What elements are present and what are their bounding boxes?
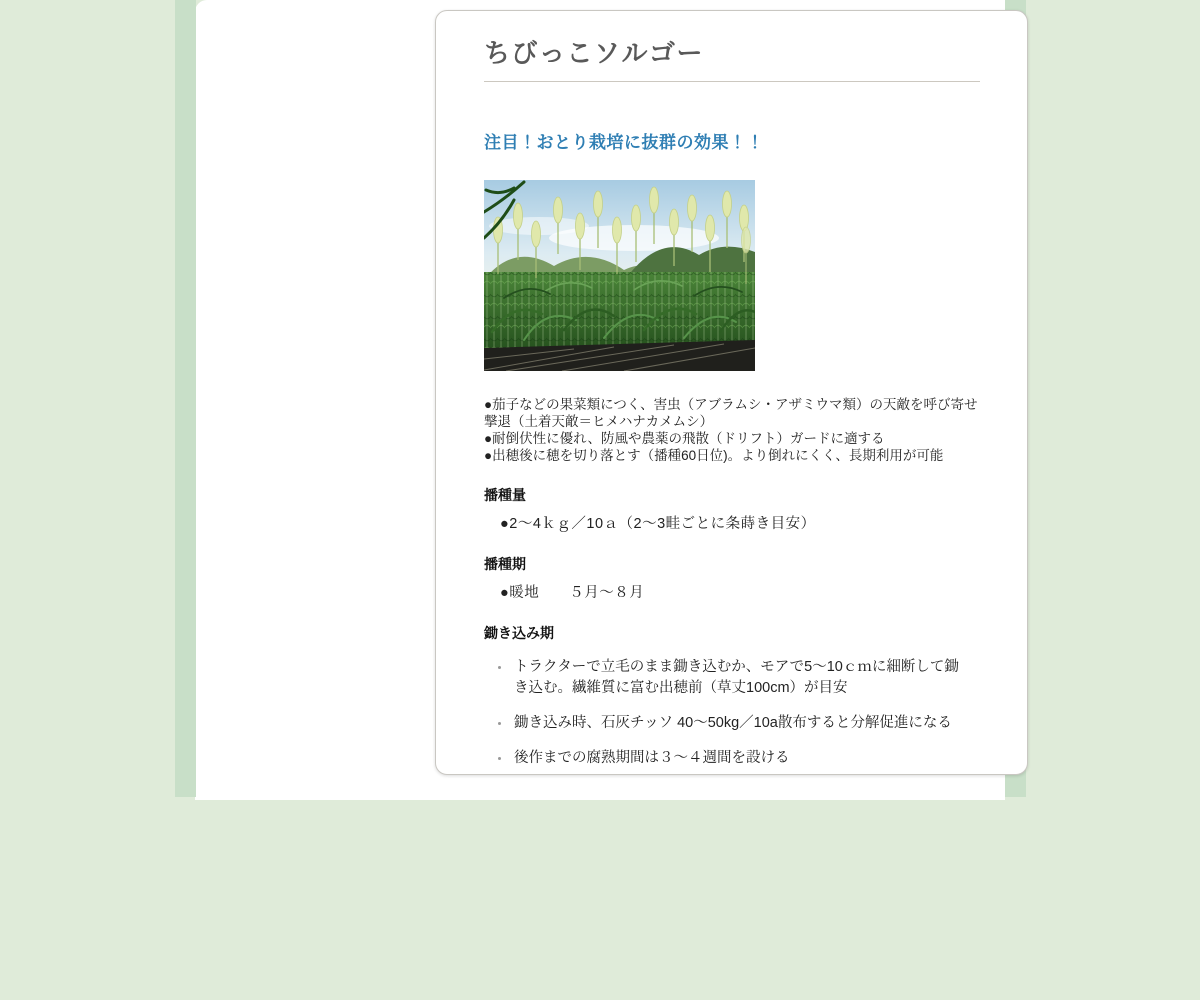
intro-bullet-paragraph: [484, 396, 981, 464]
section-heading-plow-in-period: 鋤き込み期: [484, 624, 554, 641]
page-title: ちびっこソルゴー: [484, 39, 980, 82]
intro-bullet-line: ●出穂後に穂を切り落とす（播種60日位)。より倒れにくく、長期利用が可能: [484, 447, 944, 463]
seeding-rate-value: ●2〜4ｋｇ／10ａ（2〜3畦ごとに条蒔き目安）: [500, 515, 816, 532]
seeding-period-value: ●暖地 ５月〜８月: [500, 584, 645, 601]
left-gutter-strip: [175, 0, 196, 797]
intro-bullet-line: ●茄子などの果菜類につく、害虫（アブラムシ・アザミウマ類）の天敵を呼び寄せ撃退（土着天敵＝ヒメハナカメムシ）: [484, 396, 978, 429]
list-item: • 後作までの腐熟期間は３〜４週間を設ける: [511, 748, 964, 769]
intro-bullet-line: ●耐倒伏性に優れ、防風や農薬の飛散（ドリフト）ガードに適する: [484, 430, 885, 446]
list-item: • トラクターで立毛のまま鋤き込むか、モアで5〜10ｃｍに細断して鋤き込む。繊維質に富む出穂前（草丈100cm）が目安: [511, 657, 964, 699]
section-heading-seeding-rate: 播種量: [484, 486, 526, 503]
sorghum-field-photo: [484, 180, 755, 371]
list-item: • 鋤き込み時、石灰チッソ 40〜50kg／10a散布すると分解促進になる: [511, 713, 964, 734]
highlight-heading: 注目！おとり栽培に抜群の効果！！: [484, 132, 764, 152]
plow-in-list: [484, 657, 964, 769]
section-heading-seeding-period: 播種期: [484, 555, 526, 572]
article-card: [435, 10, 1028, 775]
